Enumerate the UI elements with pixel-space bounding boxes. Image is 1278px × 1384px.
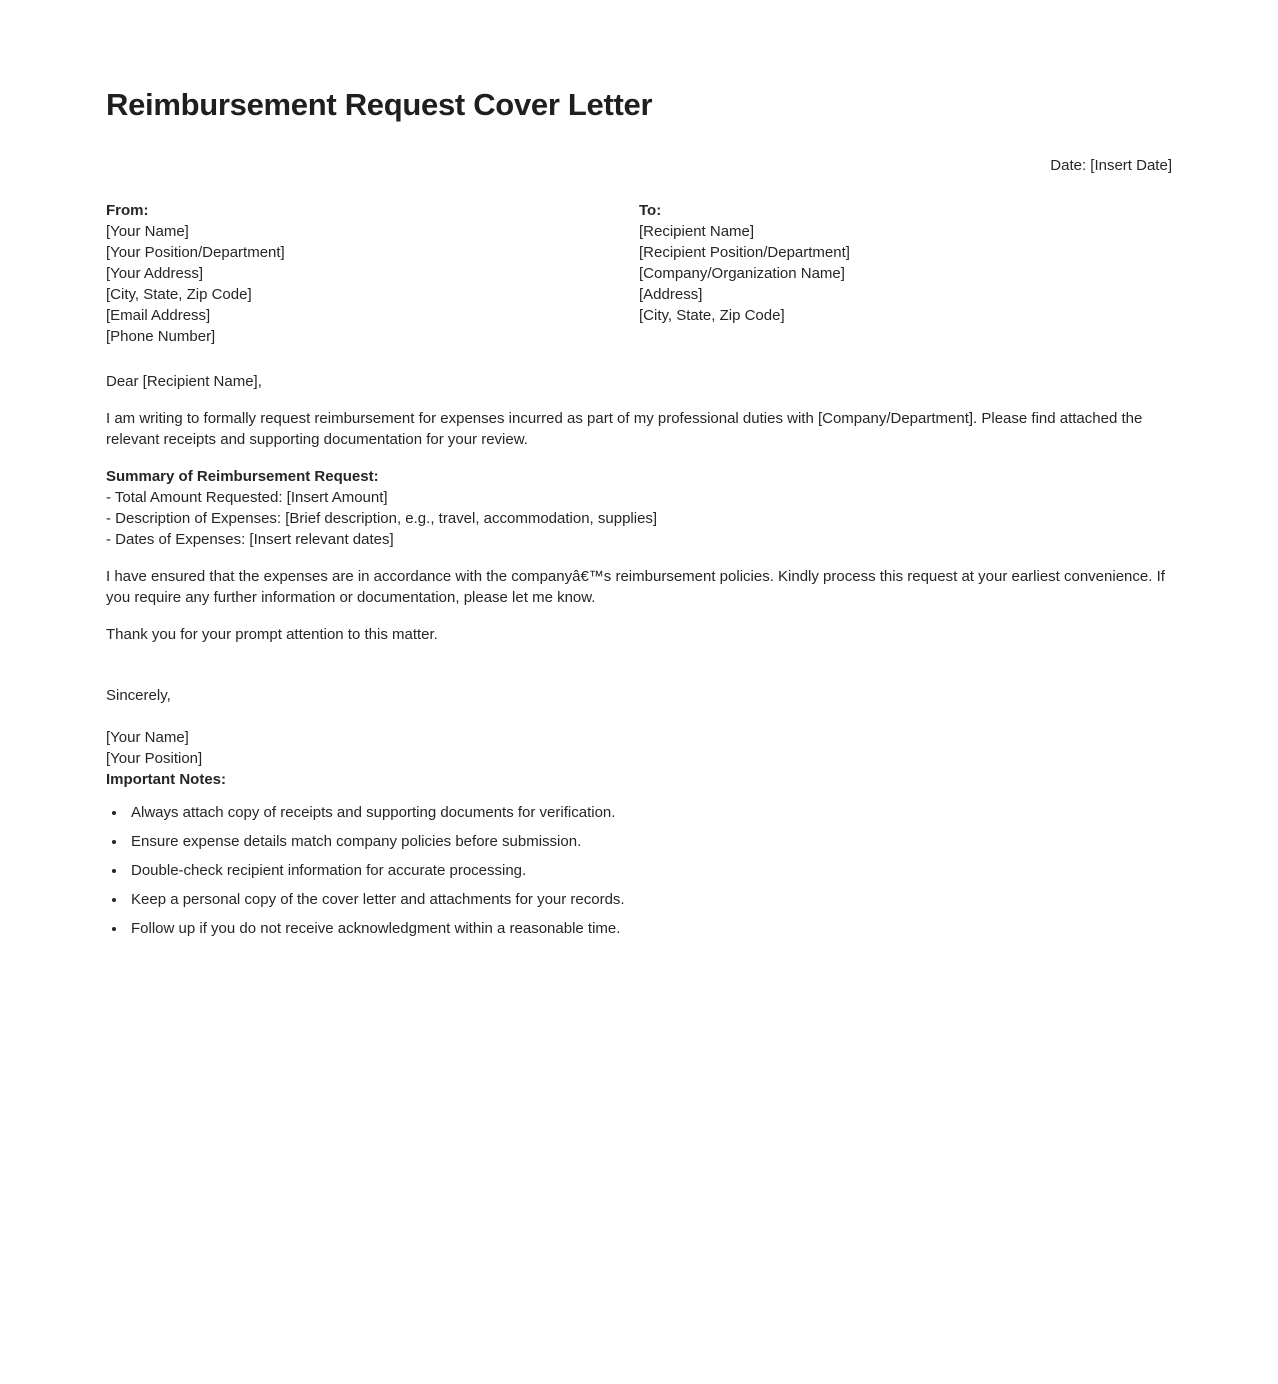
summary-item-dates: - Dates of Expenses: [Insert relevant dates] (106, 531, 394, 548)
note-item: • Always attach copy of receipts and supporting documents for verification. (127, 802, 1172, 823)
from-position: [Your Position/Department] (106, 244, 285, 261)
thanks-paragraph: Thank you for your prompt attention to this matter. (106, 626, 438, 643)
closing: Sincerely, (106, 687, 171, 704)
signature-position: [Your Position] (106, 750, 203, 767)
policy-paragraph: I have ensured that the expenses are in accordance with the companyâ€™s reimbursement policies. Kindly process this request at your earliest convenience. If you require any further information or documentation, please let me know. (106, 568, 1165, 606)
from-label: From: (106, 202, 149, 219)
note-item: • Ensure expense details match company policies before submission. (127, 831, 1172, 852)
signature-block (106, 727, 1172, 790)
letter-page (0, 84, 1278, 1384)
summary-heading: Summary of Reimbursement Request: (106, 468, 379, 485)
to-company: [Company/Organization Name] (639, 265, 845, 282)
from-phone: [Phone Number] (106, 328, 216, 345)
notes-list (106, 802, 1172, 939)
to-position: [Recipient Position/Department] (639, 244, 850, 261)
from-email: [Email Address] (106, 307, 211, 324)
page-title: Reimbursement Request Cover Letter (106, 87, 653, 122)
address-blocks (106, 200, 1172, 347)
note-item: • Follow up if you do not receive acknowledgment within a reasonable time. (127, 918, 1172, 939)
to-label: To: (639, 202, 662, 219)
from-address: [Your Address] (106, 265, 204, 282)
note-item: • Double-check recipient information for accurate processing. (127, 860, 1172, 881)
summary-item-amount: - Total Amount Requested: [Insert Amount] (106, 489, 388, 506)
notes-heading: Important Notes: (106, 771, 226, 788)
signature-name: [Your Name] (106, 729, 189, 746)
summary-section (106, 466, 1172, 550)
from-block (106, 200, 639, 347)
to-city: [City, State, Zip Code] (639, 307, 785, 324)
to-block (639, 200, 1172, 347)
to-name: [Recipient Name] (639, 223, 755, 240)
date-line: Date: [Insert Date] (1050, 157, 1172, 174)
salutation: Dear [Recipient Name], (106, 373, 262, 390)
note-item: • Keep a personal copy of the cover letter and attachments for your records. (127, 889, 1172, 910)
intro-paragraph: I am writing to formally request reimbursement for expenses incurred as part of my professional duties with [Company/Department]. Please find attached the relevant receipts and supporting documentation for your review. (106, 410, 1143, 448)
from-name: [Your Name] (106, 223, 189, 240)
summary-item-description: - Description of Expenses: [Brief description, e.g., travel, accommodation, supplies] (106, 510, 658, 527)
to-address: [Address] (639, 286, 703, 303)
from-city: [City, State, Zip Code] (106, 286, 252, 303)
